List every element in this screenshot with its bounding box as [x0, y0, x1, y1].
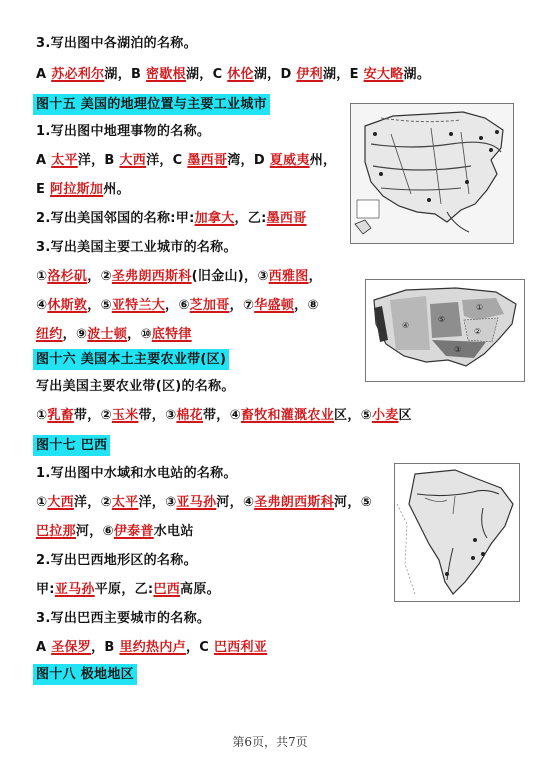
label-text: 州，: [309, 153, 337, 168]
svg-text:⑤: ⑤: [438, 315, 446, 324]
label-text: C: [172, 153, 188, 168]
label-text: 湾，: [227, 153, 254, 168]
answer-text: 亚特兰大: [111, 298, 166, 313]
label-text: ，: [165, 298, 179, 313]
fig15-q1: 1.写出图中地理事物的名称。: [36, 124, 211, 139]
page-number: 第6页，共7页: [232, 735, 308, 749]
fig15-title: 图十五 美国的地理位置与主要工业城市: [33, 94, 270, 115]
svg-text:③: ③: [454, 345, 462, 354]
usa-agriculture-map: [365, 279, 525, 382]
label-text: E: [349, 67, 364, 82]
answer-text: 玉米: [111, 408, 139, 423]
label-text: 湖，: [104, 67, 131, 82]
answer-text: 里约热内卢: [119, 640, 186, 655]
fig17-cities: [36, 638, 267, 658]
label-text: ④: [242, 495, 255, 510]
fig17-q2: 2.写出巴西地形区的名称。: [36, 553, 197, 568]
answer-text: 密歇根: [146, 67, 186, 82]
label-text: 洋，: [146, 153, 173, 168]
label-text: A: [36, 153, 52, 168]
answer-text: 加拿大: [194, 211, 235, 226]
answer-text: 墨西哥: [266, 211, 307, 226]
label-text: 甲:: [36, 582, 55, 597]
answer-text: 墨西哥: [187, 153, 228, 168]
label-text: D: [280, 67, 297, 82]
fig15-q3: 3.写出美国主要工业城市的名称。: [36, 240, 237, 255]
answer-text: 巴西: [153, 582, 181, 597]
usa-industrial-map: [350, 103, 514, 244]
label-text: ⑦: [242, 298, 255, 313]
answer-text: 巴拉那: [36, 524, 76, 539]
label-text: ⑨: [75, 327, 88, 342]
answer-text: 西雅图: [268, 269, 309, 284]
label-text: ⑥: [178, 298, 190, 313]
label-text: ①: [36, 269, 48, 284]
fig17-q3: 3.写出巴西主要城市的名称。: [36, 611, 211, 626]
label-text: 乙:: [247, 211, 267, 226]
answer-text: 巴西利亚: [213, 640, 268, 655]
label-text: ④: [229, 408, 241, 423]
fig16-question: 写出美国主要农业带(区)的名称。: [36, 379, 235, 394]
label-text: 湖。: [403, 67, 431, 82]
label-text: ，: [234, 211, 248, 226]
label-text: A: [36, 640, 52, 655]
label-text: ⑤: [100, 298, 112, 313]
label-text: ⑥: [102, 524, 114, 539]
answer-text: 夏威夷: [269, 153, 310, 168]
lakes-answers: [36, 65, 430, 85]
label-text: 平原，: [94, 582, 135, 597]
label-text: ②: [100, 495, 112, 510]
answer-text: 阿拉斯加: [50, 182, 104, 197]
fig18-title: 图十八 极地地区: [33, 664, 137, 685]
label-text: 带，: [138, 408, 166, 423]
label-text: E: [36, 182, 51, 197]
label-text: 湖，: [185, 67, 213, 82]
label-text: ③: [165, 408, 177, 423]
label-text: C: [199, 640, 214, 655]
label-text: 水电站: [153, 524, 194, 539]
label-text: 河，: [216, 495, 243, 510]
brazil-map: [394, 463, 520, 602]
answer-text: 底特律: [151, 327, 192, 342]
answer-text: 乳畜: [47, 408, 74, 423]
label-text: 湖，: [322, 67, 350, 82]
label-text: 带，: [73, 408, 101, 423]
fig17-terrain: [36, 580, 220, 600]
label-text: ③: [165, 495, 177, 510]
label-text: ，: [229, 298, 243, 313]
fig17-q1-answers-2: [36, 522, 194, 542]
label-text: ，: [87, 298, 101, 313]
label-text: 2.写出美国邻国的名称:甲:: [36, 211, 195, 226]
answer-text: 波士顿: [87, 327, 128, 342]
label-text: ，: [87, 269, 101, 284]
answer-text: 圣弗朗西斯科: [111, 269, 192, 284]
answer-text: 大西: [119, 153, 147, 168]
lakes-question: 3.写出图中各湖泊的名称。: [36, 36, 197, 51]
answer-text: 洛杉矶: [47, 269, 88, 284]
label-text: C: [212, 67, 228, 82]
label-text: D: [253, 153, 270, 168]
label-text: 河，: [75, 524, 103, 539]
svg-text:①: ①: [476, 303, 484, 312]
label-text: ④: [36, 298, 48, 313]
answer-text: 纽约: [36, 327, 63, 342]
label-text: ，: [91, 640, 105, 655]
label-text: ，: [308, 269, 322, 284]
fig15-q2: [36, 209, 307, 229]
fig16-title: 图十六 美国本土主要农业带(区): [33, 349, 229, 370]
svg-text:④: ④: [402, 321, 410, 330]
answer-text: 大西: [47, 495, 74, 510]
label-text: ③: [257, 269, 269, 284]
label-text: 区，: [334, 408, 361, 423]
answer-text: 休伦: [227, 67, 254, 82]
answer-text: 伊利: [296, 67, 323, 82]
answer-text: 亚马孙: [54, 582, 95, 597]
label-text: ①: [36, 408, 48, 423]
answer-text: 小麦: [371, 408, 399, 423]
answer-text: 棉花: [176, 408, 203, 423]
label-text: 区: [398, 408, 412, 423]
answer-text: 太平: [51, 153, 78, 168]
label-text: (旧金山)，: [191, 269, 258, 284]
answer-text: 华盛顿: [254, 298, 295, 313]
fig15-cities-3: [36, 325, 192, 345]
label-text: ⑤: [360, 408, 372, 423]
fig15-q1-answers-1: [36, 151, 336, 171]
answer-text: 安大略: [363, 67, 404, 82]
label-text: ，: [185, 640, 200, 655]
fig15-q1-answers-2: [36, 180, 130, 200]
label-text: 带，: [202, 408, 230, 423]
answer-text: 圣保罗: [51, 640, 92, 655]
label-text: 乙:: [134, 582, 154, 597]
label-text: 州。: [103, 182, 130, 197]
label-text: 洋，: [138, 495, 166, 510]
answer-text: 亚马孙: [176, 495, 217, 510]
label-text: 河，⑤: [334, 495, 372, 510]
answer-text: 休斯敦: [47, 298, 88, 313]
label-text: A: [36, 67, 52, 82]
answer-text: 芝加哥: [189, 298, 230, 313]
label-text: ⑩: [140, 327, 152, 342]
label-text: B: [104, 640, 120, 655]
fig17-title: 图十七 巴西: [33, 435, 110, 456]
label-text: ，: [62, 327, 76, 342]
label-text: B: [131, 67, 147, 82]
label-text: ，⑧: [294, 298, 319, 313]
label-text: ②: [100, 408, 112, 423]
label-text: 洋，: [73, 495, 101, 510]
svg-text:②: ②: [474, 327, 482, 336]
label-text: ，: [127, 327, 141, 342]
label-text: 洋，: [77, 153, 105, 168]
label-text: ②: [100, 269, 112, 284]
fig17-q1-answers-1: [36, 493, 372, 513]
fig15-cities-1: [36, 267, 322, 287]
label-text: ①: [36, 495, 48, 510]
label-text: 高原。: [180, 582, 220, 597]
fig17-q1: 1.写出图中水域和水电站的名称。: [36, 466, 237, 481]
label-text: B: [104, 153, 120, 168]
fig15-cities-2: [36, 296, 319, 316]
answer-text: 太平: [111, 495, 139, 510]
answer-text: 伊泰普: [113, 524, 154, 539]
answer-text: 圣弗朗西斯科: [254, 495, 335, 510]
answer-text: 苏必利尔: [51, 67, 105, 82]
fig16-answers: [36, 406, 412, 426]
label-text: 湖，: [253, 67, 281, 82]
answer-text: 畜牧和灌溉农业: [240, 408, 335, 423]
